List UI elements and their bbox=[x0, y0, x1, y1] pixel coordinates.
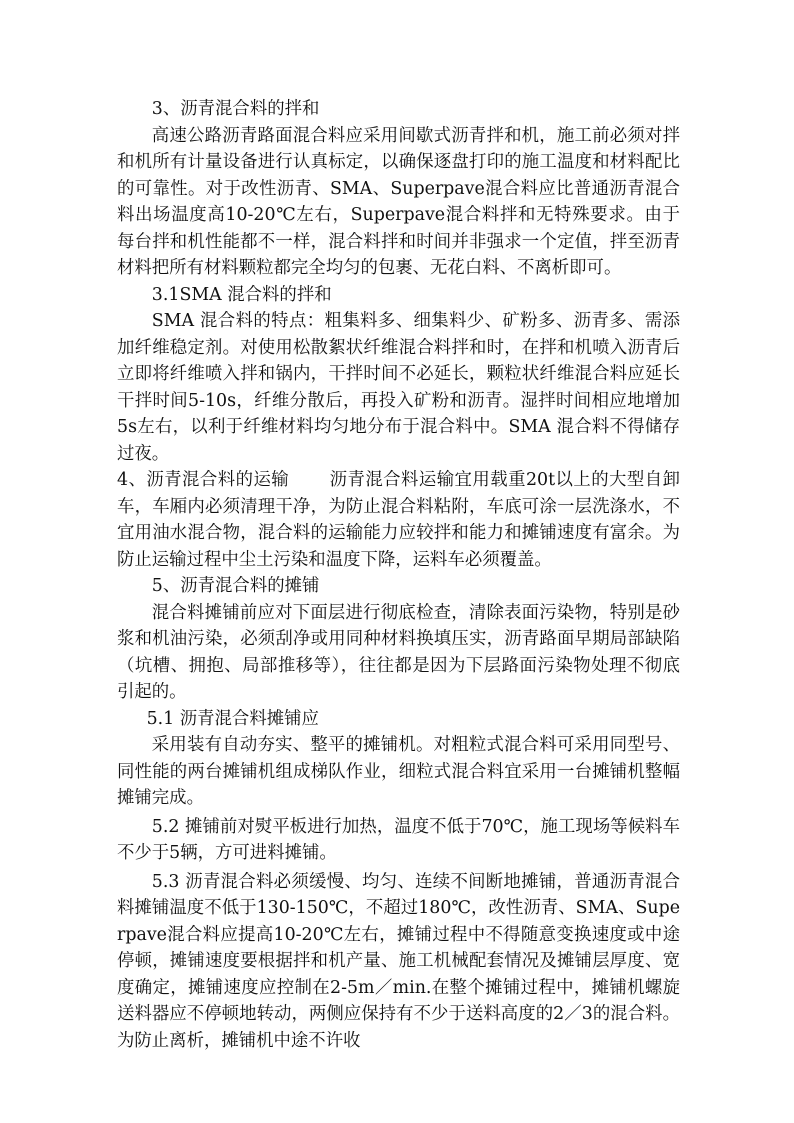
paragraph-paving: 混合料摊铺前应对下面层进行彻底检查，清除表面污染物，特别是砂浆和机油污染，必须刮净或用同种材料换填压实，沥青路面早期局部缺陷（坑槽、拥抱、局部推移等），往往都是因为下层路面污染物处理不彻底引起的。 bbox=[117, 602, 680, 702]
paragraph-sma-mixing: SMA 混合料的特点：粗集料多、细集料少、矿粉多、沥青多、需添加纤维稳定剂。对使用松散絮状纤维混合料拌和时，在拌和机喷入沥青后立即将纤维喷入拌和锅内，干拌时间不必延长，颗粒状纤维混合料应延长干拌时间5-10s，纤维分散后，再投入矿粉和沥青。湿拌时间相应地增加5s左右，以利于纤维材料均匀地分布于混合料中。SMA 混合料不得储存过夜。 bbox=[117, 311, 680, 464]
section-heading-5-1: 5.1 沥青混合料摊铺应 bbox=[146, 708, 319, 729]
section-heading-3: 3、沥青混合料的拌和 bbox=[151, 99, 320, 119]
paragraph-paving-process: 5.3 沥青混合料必须缓慢、均匀、连续不间断地摊铺，普通沥青混合料摊铺温度不低于130-150℃，不超过180℃，改性沥青、SMA、Superpave混合料应提高10-20℃左右，摊铺过程中不得随意变换速度或中途停顿，摊铺速度要根据拌和机产量、施工机械配套情况及摊铺层厚度、宽度确定，摊铺速度应控制在2-5m／min.在整个摊铺过程中，摊铺机螺旋送料器应不停顿地转动，两侧应保持有不少于送料高度的2／3的混合料。为防止离析，摊铺机中途不许收 bbox=[117, 871, 680, 1051]
paragraph-preheat: 5.2 摊铺前对熨平板进行加热，温度不低于70℃，施工现场等候料车不少于5辆，方可进料摊铺。 bbox=[117, 816, 680, 863]
paragraph-mixing: 高速公路沥青路面混合料应采用间歇式沥青拌和机，施工前必须对拌和机所有计量设备进行认真标定，以确保逐盘打印的施工温度和材料配比的可靠性。对于改性沥青、SMA、Superpave混合料应比普通沥青混合料出场温度高10-20℃左右，Superpave混合料拌和无特殊要求。由于每台拌和机性能都不一样，混合料拌和时间并非强求一个定值，拌至沥青材料把所有材料颗粒都完全均匀的包裹、无花白料、不离析即可。 bbox=[117, 125, 680, 278]
section-heading-3-1: 3.1SMA 混合料的拌和 bbox=[151, 284, 332, 305]
document-page bbox=[117, 96, 680, 1054]
section-heading-4: 4、沥青混合料的运输 bbox=[117, 470, 290, 490]
section-heading-5: 5、沥青混合料的摊铺 bbox=[151, 576, 320, 596]
paragraph-paver: 采用装有自动夯实、整平的摊铺机。对粗粒式混合料可采用同型号、同性能的两台摊铺机组成梯队作业，细粒式混合料宜采用一台摊铺机整幅摊铺完成。 bbox=[117, 735, 680, 808]
paragraph-transport: 沥青混合料运输宜用载重20t以上的大型自卸车，车厢内必须清理干净，为防止混合料粘附，车底可涂一层洗涤水，不宜用油水混合物，混合料的运输能力应较拌和能力和摊铺速度有富余。为防止运输过程中尘土污染和温度下降，运料车必须覆盖。 bbox=[117, 470, 680, 570]
section-transport bbox=[117, 467, 680, 573]
